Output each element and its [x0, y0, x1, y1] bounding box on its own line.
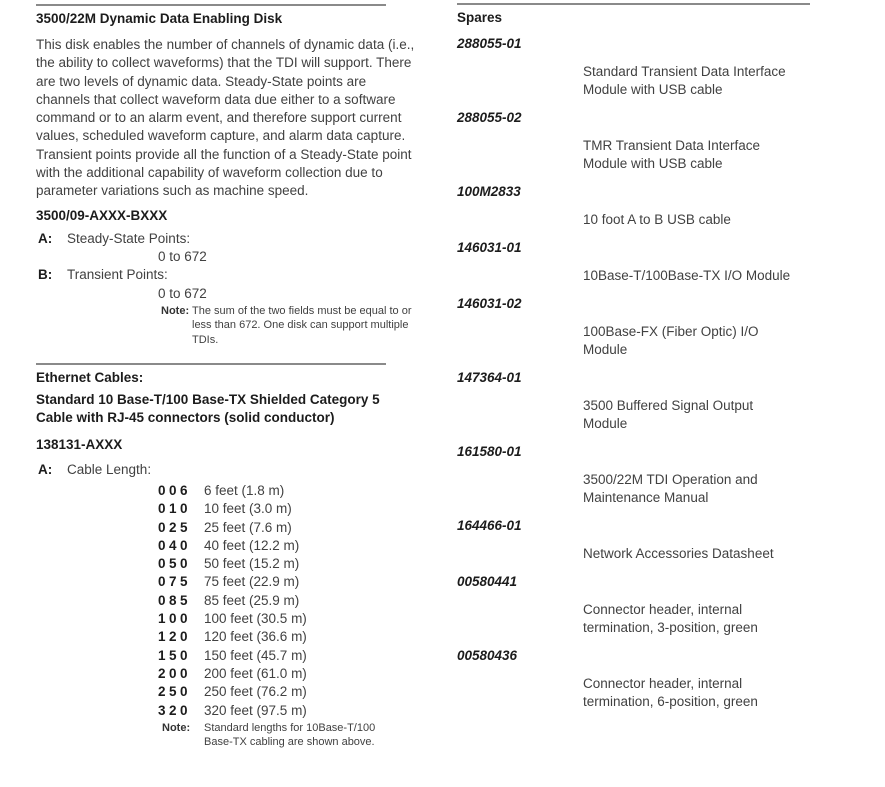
spare-part-number: 00580441 — [457, 574, 518, 589]
length-desc: 150 feet (45.7 m) — [204, 647, 307, 663]
cable-length-row — [36, 500, 432, 518]
note-label: Note: — [162, 721, 191, 734]
spare-part-number: 147364-01 — [457, 370, 522, 385]
section-title-spares: Spares — [457, 10, 503, 25]
section-title-enabling-disk: 3500/22M Dynamic Data Enabling Disk — [36, 11, 283, 26]
length-desc: 120 feet (36.6 m) — [204, 629, 307, 645]
length-code: 075 — [158, 574, 192, 590]
note-label: Note: — [161, 304, 190, 317]
cable-length-row — [36, 647, 432, 665]
right-column — [457, 0, 857, 711]
cable-length-row — [36, 610, 432, 628]
enabling-disk-description: This disk enables the number of channels of dynamic data (i.e., the ability to collect waveforms) that the TDI will support. There are two levels of dynamic data. Steady-State points are channels that collect waveform data due either to a software command or to an alarm event, and therefore support current values, scheduled waveform capture, and alarm data capture. Transient points provide all the function of a Steady-State point with the additional capability of waveform collection due to parameter variations such as machine speed. — [36, 37, 415, 199]
length-desc: 250 feet (76.2 m) — [204, 684, 307, 700]
length-code: 100 — [158, 611, 192, 627]
cable-length-row — [36, 573, 432, 591]
spare-part-number: 161580-01 — [457, 444, 522, 459]
cable-length-row — [36, 482, 432, 500]
spare-part-description: Connector header, internal termination, 6-position, green — [583, 676, 758, 709]
option-value: 0 to 672 — [158, 248, 207, 264]
length-desc: 200 feet (61.0 m) — [204, 665, 307, 681]
length-desc: 40 feet (12.2 m) — [204, 537, 300, 553]
cable-length-row — [36, 702, 432, 720]
length-desc: 75 feet (22.9 m) — [204, 574, 300, 590]
section-divider — [457, 3, 810, 5]
cable-length-row — [36, 537, 432, 555]
cable-length-row — [36, 519, 432, 537]
model-number-ethernet-cable: 138131-AXXX — [36, 436, 123, 452]
spare-part-description: Connector header, internal termination, 3-position, green — [583, 602, 758, 635]
length-code: 120 — [158, 629, 192, 645]
length-code: 040 — [158, 537, 192, 553]
length-desc: 25 feet (7.6 m) — [204, 519, 292, 535]
ethernet-cable-subtitle: Standard 10 Base-T/100 Base-TX Shielded Category 5 Cable with RJ-45 connectors (solid conductor) — [36, 392, 380, 426]
note-standard-lengths — [162, 721, 432, 750]
cable-length-row — [36, 665, 432, 683]
option-key: A: — [38, 461, 53, 477]
spare-part-number: 146031-01 — [457, 240, 522, 255]
length-code: 200 — [158, 665, 192, 681]
length-code: 150 — [158, 647, 192, 663]
note-text: Standard lengths for 10Base-T/100 Base-TX cabling are shown above. — [204, 721, 376, 749]
spare-part-description: 3500 Buffered Signal Output Module — [583, 398, 754, 431]
cable-length-list — [36, 482, 432, 720]
cable-length-row — [36, 628, 432, 646]
length-desc: 10 feet (3.0 m) — [204, 501, 292, 517]
option-row-b — [36, 266, 432, 284]
option-row-cable-length — [36, 461, 432, 479]
length-code: 025 — [158, 519, 192, 535]
spare-part-description: 10Base-T/100Base-TX I/O Module — [583, 268, 791, 283]
spare-part-number: 00580436 — [457, 648, 518, 663]
spare-part-number: 146031-02 — [457, 296, 522, 311]
length-code: 006 — [158, 482, 192, 498]
section-title-ethernet-cables: Ethernet Cables: — [36, 370, 144, 386]
spare-part-description: Network Accessories Datasheet — [583, 546, 774, 561]
spare-part-description: TMR Transient Data Interface Module with USB cable — [583, 138, 761, 171]
option-label: Cable Length: — [67, 461, 152, 477]
section-divider — [36, 4, 386, 6]
length-code: 050 — [158, 556, 192, 572]
spare-part-number: 288055-02 — [457, 110, 522, 125]
ordering-options — [36, 230, 432, 347]
option-value: 0 to 672 — [158, 285, 207, 301]
spare-part-description: Standard Transient Data Interface Module with USB cable — [583, 64, 786, 97]
length-code: 085 — [158, 592, 192, 608]
length-code: 010 — [158, 501, 192, 517]
spare-part-number: 164466-01 — [457, 518, 522, 533]
option-label: Steady-State Points: — [67, 230, 191, 246]
cable-length-row — [36, 683, 432, 701]
length-desc: 6 feet (1.8 m) — [204, 482, 285, 498]
length-desc: 320 feet (97.5 m) — [204, 702, 307, 718]
length-desc: 85 feet (25.9 m) — [204, 592, 300, 608]
section-divider — [36, 363, 386, 365]
spare-part-description: 100Base-FX (Fiber Optic) I/O Module — [583, 324, 759, 357]
left-column — [36, 0, 432, 750]
length-desc: 100 feet (30.5 m) — [204, 611, 307, 627]
note-text: The sum of the two fields must be equal to or less than 672. One disk can support multiple TDIs. — [192, 304, 412, 346]
spare-part-number: 288055-01 — [457, 36, 522, 51]
option-key: B: — [38, 267, 53, 283]
option-row-a — [36, 230, 432, 248]
model-number-enabling-disk: 3500/09-AXXX-BXXX — [36, 207, 168, 223]
length-code: 250 — [158, 684, 192, 700]
spare-part-description: 3500/22M TDI Operation and Maintenance Manual — [583, 472, 758, 505]
option-key: A: — [38, 230, 53, 246]
cable-length-row — [36, 592, 432, 610]
option-label: Transient Points: — [67, 267, 168, 283]
cable-length-row — [36, 555, 432, 573]
note-sum-of-fields — [161, 304, 432, 347]
spare-part-number: 100M2833 — [457, 184, 521, 199]
length-code: 320 — [158, 702, 192, 718]
spare-part-description: 10 foot A to B USB cable — [583, 212, 731, 227]
length-desc: 50 feet (15.2 m) — [204, 556, 300, 572]
